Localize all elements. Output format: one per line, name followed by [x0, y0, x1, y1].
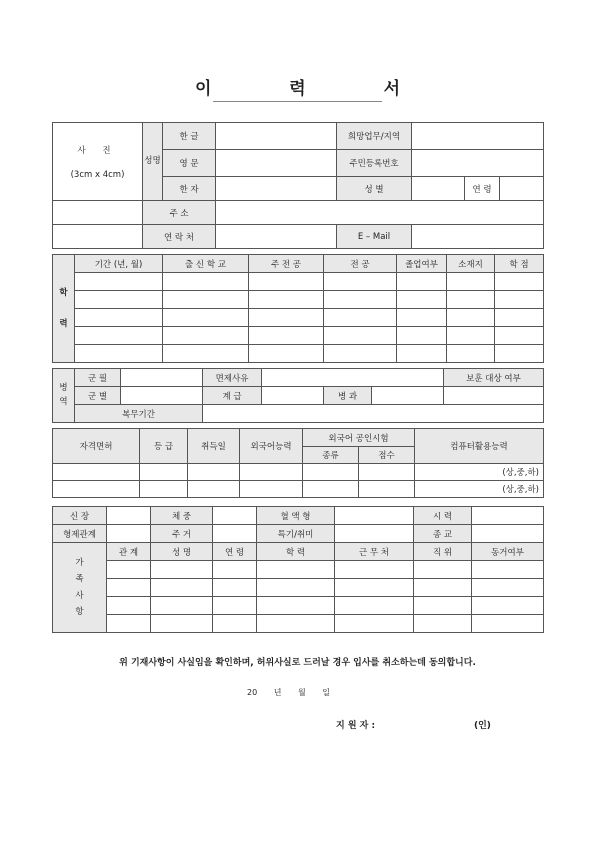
edu-header-graduation: 졸업여부	[397, 255, 447, 273]
height-label: 신 장	[53, 507, 107, 525]
computer-level-2[interactable]: (상,중,하)	[415, 481, 544, 498]
resident-no-label: 주민등록번호	[337, 150, 412, 177]
vision-label: 시 력	[414, 507, 472, 525]
table-row	[53, 273, 544, 291]
name-group-label: 성명	[143, 123, 163, 201]
service-label: 군 별	[75, 387, 121, 405]
desired-job-field[interactable]	[412, 123, 544, 150]
license-table	[52, 428, 544, 498]
residence-field[interactable]	[213, 525, 257, 543]
exemption-field[interactable]	[262, 369, 444, 387]
declaration-text: 위 기재사항이 사실임을 확인하며, 허위사실로 드러날 경우 입사를 취소하는데 동의합니다.	[119, 658, 476, 668]
table-row	[53, 464, 544, 481]
edu-header-gpa: 학 점	[495, 255, 544, 273]
family-header-education: 학 력	[257, 543, 335, 561]
korean-name-field[interactable]	[216, 123, 337, 150]
test-type-header: 종류	[303, 447, 359, 464]
family-header-workplace: 근 무 처	[335, 543, 414, 561]
email-label: E – Mail	[337, 225, 412, 249]
table-row	[53, 327, 544, 345]
table-row	[53, 481, 544, 498]
table-row	[53, 291, 544, 309]
seal-mark[interactable]: (인)	[474, 721, 491, 731]
resident-no-field[interactable]	[412, 150, 544, 177]
english-name-field[interactable]	[216, 150, 337, 177]
korean-name-label: 한 글	[163, 123, 216, 150]
photo-box[interactable]	[53, 123, 143, 201]
personal-info-table	[52, 122, 544, 249]
address-field[interactable]	[216, 201, 544, 225]
acquired-header: 취득일	[188, 429, 240, 464]
veteran-label: 보훈 대상 여부	[444, 369, 544, 387]
edu-header-location: 소재지	[447, 255, 495, 273]
contact-label: 연 락 처	[143, 225, 216, 249]
age-label: 연 령	[465, 177, 500, 201]
family-header-age: 연 령	[213, 543, 257, 561]
table-row	[53, 561, 544, 579]
family-header-position: 직 위	[414, 543, 472, 561]
siblings-label: 형제관계	[53, 525, 107, 543]
education-side-label: 학력	[53, 255, 75, 363]
blood-field[interactable]	[335, 507, 414, 525]
family-header-name: 성 명	[151, 543, 213, 561]
language-header: 외국어능력	[240, 429, 303, 464]
desired-job-label: 희망업무/지역	[337, 123, 412, 150]
military-branch-label: 군 필	[75, 369, 121, 387]
service-period-label: 복무기간	[75, 405, 203, 423]
siblings-field[interactable]	[107, 525, 151, 543]
email-field[interactable]	[412, 225, 544, 249]
date-line[interactable]: 20 년 월 일	[247, 688, 330, 697]
english-name-label: 영 문	[163, 150, 216, 177]
table-row	[53, 309, 544, 327]
rank-label: 계 급	[203, 387, 262, 405]
corps-label: 병 과	[324, 387, 372, 405]
hobby-label: 특기/취미	[257, 525, 335, 543]
table-row	[53, 597, 544, 615]
table-row	[53, 345, 544, 363]
weight-field[interactable]	[213, 507, 257, 525]
photo-size: (3cm x 4cm)	[70, 169, 125, 180]
gender-label: 성 별	[337, 177, 412, 201]
service-field[interactable]	[121, 387, 203, 405]
gender-field[interactable]	[412, 177, 465, 201]
religion-field[interactable]	[472, 525, 544, 543]
age-field[interactable]	[500, 177, 544, 201]
test-score-header: 점수	[359, 447, 415, 464]
hanja-name-label: 한 자	[163, 177, 216, 201]
family-header-cohabit: 동거여부	[472, 543, 544, 561]
veteran-field[interactable]	[444, 387, 544, 405]
military-side-label: 병역	[53, 369, 75, 423]
rank-field[interactable]	[262, 387, 324, 405]
blood-label: 혈 액 형	[257, 507, 335, 525]
title-underline	[213, 101, 382, 102]
vision-field[interactable]	[472, 507, 544, 525]
weight-label: 체 중	[151, 507, 213, 525]
military-branch-field[interactable]	[121, 369, 203, 387]
signature-label: 지 원 자 :	[336, 721, 376, 731]
license-header: 자격면허	[53, 429, 140, 464]
edu-header-major: 주 전 공	[249, 255, 324, 273]
corps-field[interactable]	[372, 387, 444, 405]
official-test-header: 외국어 공인시험	[303, 429, 415, 447]
height-field[interactable]	[107, 507, 151, 525]
computer-header: 컴퓨터활용능력	[415, 429, 544, 464]
table-row	[53, 579, 544, 597]
edu-header-school: 출 신 학 교	[163, 255, 249, 273]
religion-label: 종 교	[414, 525, 472, 543]
family-side-label: 가족사항	[53, 543, 107, 633]
photo-box-bottom	[53, 201, 143, 225]
exemption-label: 면제사유	[203, 369, 262, 387]
computer-level-1[interactable]: (상,중,하)	[415, 464, 544, 481]
edu-header-field: 전 공	[324, 255, 397, 273]
table-row	[53, 615, 544, 633]
residence-label: 주 거	[151, 525, 213, 543]
body-family-table	[52, 506, 544, 633]
contact-field[interactable]	[216, 225, 337, 249]
hanja-name-field[interactable]	[216, 177, 337, 201]
edu-header-period: 기간 (년, 월)	[75, 255, 163, 273]
military-table	[52, 368, 544, 423]
grade-header: 등 급	[140, 429, 188, 464]
family-header-relation: 관 계	[107, 543, 151, 561]
document-title: 이 력 서	[194, 79, 437, 99]
photo-box-bottom-2	[53, 225, 143, 249]
hobby-field[interactable]	[335, 525, 414, 543]
service-period-field[interactable]	[203, 405, 544, 423]
education-table	[52, 254, 544, 363]
address-label: 주 소	[143, 201, 216, 225]
photo-label: 사 진	[77, 145, 118, 156]
